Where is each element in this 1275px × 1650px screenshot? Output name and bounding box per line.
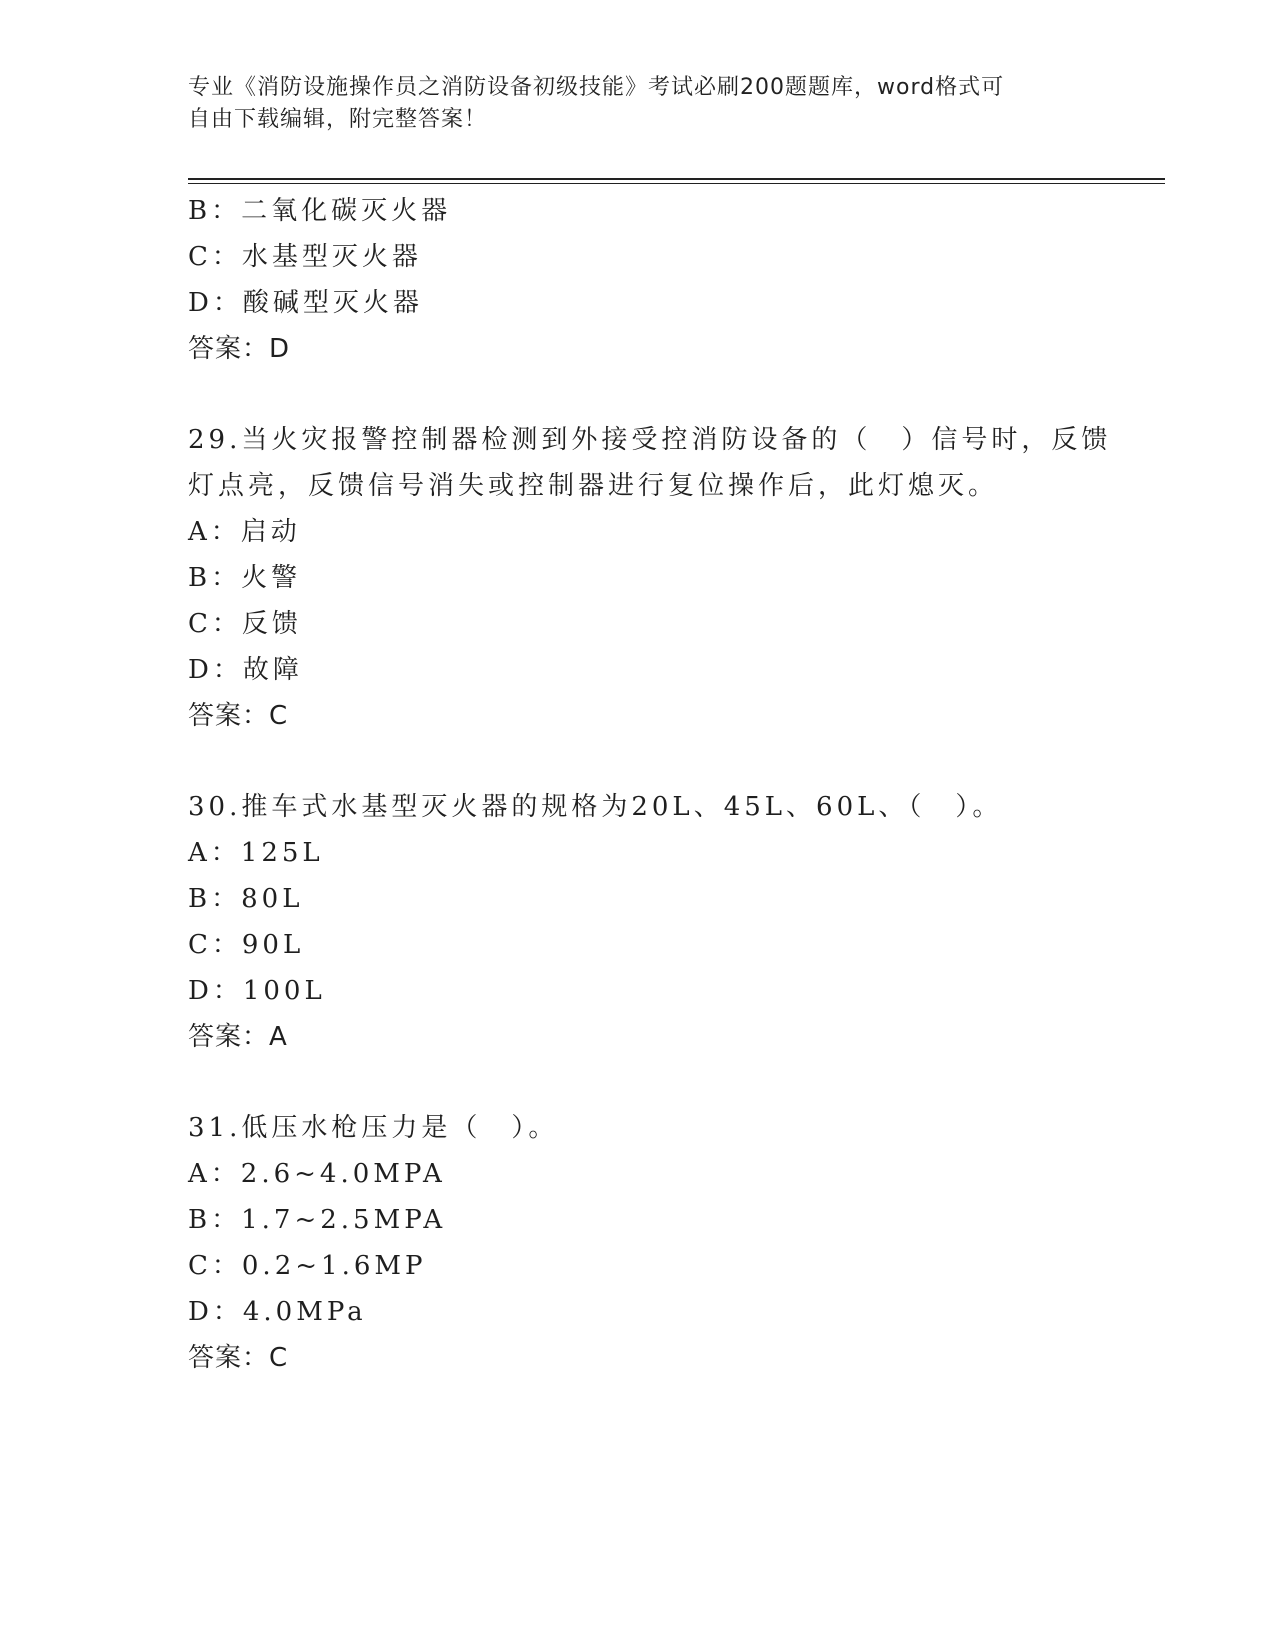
option-c: C：0.2~1.6MP <box>188 1251 427 1281</box>
answer-label: 答案：A <box>188 1022 288 1052</box>
question-text: 31.低压水枪压力是（ ）。 <box>188 1113 559 1143</box>
header-divider-thin <box>188 183 1165 184</box>
question-block-29 <box>188 417 1148 739</box>
option-b: B：火警 <box>188 563 302 593</box>
question-block-31 <box>188 1105 1148 1381</box>
header-line-2: 自由下载编辑，附完整答案！ <box>188 107 488 132</box>
spacer <box>188 739 1148 784</box>
option-b: B：二氧化碳灭火器 <box>188 196 452 226</box>
question-block-30 <box>188 784 1148 1060</box>
question-block-prev <box>188 188 1148 372</box>
option-d: D：100L <box>188 976 326 1006</box>
option-a: A：启动 <box>188 517 301 547</box>
spacer <box>188 1060 1148 1105</box>
option-d: D：故障 <box>188 655 303 685</box>
answer-label: 答案：C <box>188 1343 289 1373</box>
spacer <box>188 372 1148 417</box>
question-text-line-2: 灯点亮，反馈信号消失或控制器进行复位操作后，此灯熄灭。 <box>188 471 999 501</box>
question-list <box>188 188 1148 1381</box>
option-a: A：2.6~4.0MPA <box>188 1159 446 1189</box>
answer-label: 答案：C <box>188 701 289 731</box>
option-d: D：酸碱型灭火器 <box>188 288 423 318</box>
answer-label: 答案：D <box>188 334 291 364</box>
document-header <box>188 72 1068 136</box>
option-d: D：4.0MPa <box>188 1297 367 1327</box>
option-c: C：水基型灭火器 <box>188 242 422 272</box>
question-text: 30.推车式水基型灭火器的规格为20L、45L、60L、（ ）。 <box>188 792 1003 822</box>
option-b: B：1.7~2.5MPA <box>188 1205 447 1235</box>
header-line-1: 专业《消防设施操作员之消防设备初级技能》考试必刷200题题库，word格式可 <box>188 75 1005 100</box>
question-text-line-1: 29.当火灾报警控制器检测到外接受控消防设备的（ ）信号时，反馈 <box>188 425 1112 455</box>
option-a: A：125L <box>188 838 324 868</box>
header-divider-thick <box>188 178 1165 180</box>
option-c: C：反馈 <box>188 609 302 639</box>
option-b: B：80L <box>188 884 304 914</box>
option-c: C：90L <box>188 930 305 960</box>
